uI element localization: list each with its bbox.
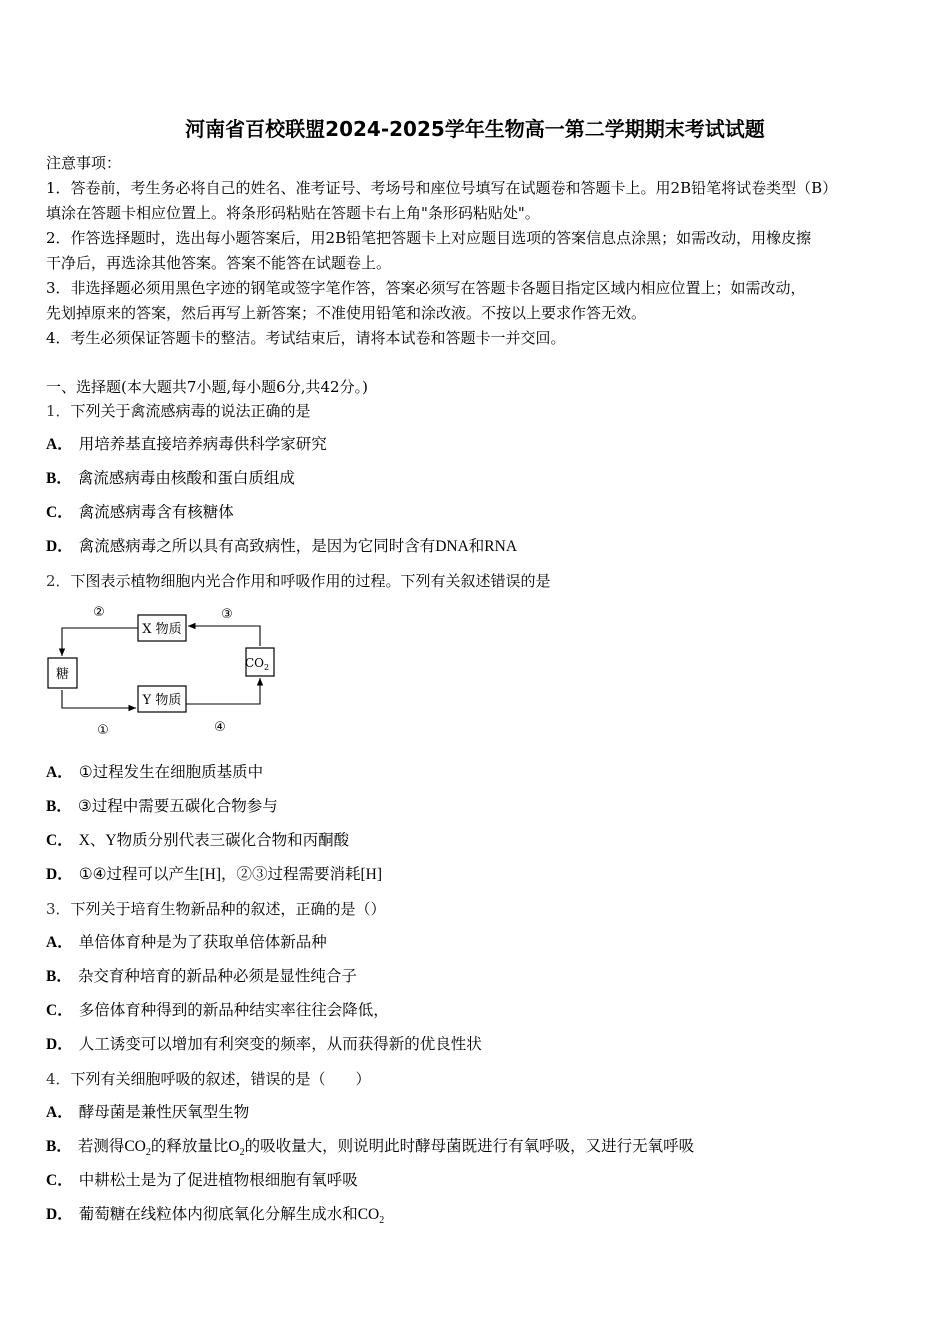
notice-line: 先划掉原来的答案，然后再写上新答案；不准使用铅笔和涂改液。不按以上要求作答无效。 [46,304,647,322]
option-text: 若测得$CO_2$的释放量比$O_2$的吸收量大，则说明此时酵母菌既进行有氧呼吸，又进行无氧呼吸 [77,1138,695,1159]
x-substance-label: X 物质 [142,622,182,637]
q1-option-c [46,503,234,523]
notice-line: 干净后，再选涂其他答案。答案不能答在试题卷上。 [46,254,392,272]
option-text: 禽流感病毒含有核糖体 [78,504,234,521]
option-letter: C． [46,832,73,849]
question-number: 2． [46,572,71,590]
question-1-stem [46,401,311,421]
option-letter: D． [46,1206,73,1223]
option-letter: C． [46,1002,73,1019]
option-text: ①④过程可以产生[H]，②③过程需要消耗[H] [78,866,383,883]
option-text: 禽流感病毒由核酸和蛋白质组成 [77,470,295,487]
option-text: 禽流感病毒之所以具有高致病性，是因为它同时含有DNA和RNA [78,538,518,555]
question-text: 下图表示植物细胞内光合作用和呼吸作用的过程。下列有关叙述错误的是 [70,572,551,590]
q1-option-a [46,435,327,455]
option-text: 人工诱变可以增加有利突变的频率，从而获得新的优良性状 [78,1036,482,1053]
question-text: 下列关于禽流感病毒的说法正确的是 [70,402,311,420]
q3-option-c [46,1001,389,1021]
process-label-1: ① [97,723,109,738]
notice-heading: 注意事项： [46,154,122,172]
option-text: 葡萄糖在线粒体内彻底氧化分解生成水和$CO_2$ [78,1206,385,1227]
option-text: 中耕松土是为了促进植物根细胞有氧呼吸 [78,1172,358,1189]
process-label-4: ④ [214,720,226,735]
question-text: 下列有关细胞呼吸的叙述，错误的是（ ） [70,1070,371,1088]
question-4-stem [46,1069,371,1089]
arrow-3 [188,626,260,646]
co2-label: $CO_2$ [244,656,270,672]
sugar-label: 糖 [55,667,70,682]
process-label-2: ② [93,605,105,620]
option-text: ③过程中需要五碳化合物参与 [77,798,278,815]
process-label-3: ③ [221,607,233,622]
option-letter: C． [46,504,73,521]
notice-line: 3．非选择题必须用黑色字迹的钢笔或签字笔作答，答案必须写在答题卡各题目指定区域内相应位置上；如需改动， [46,279,806,297]
y-substance-label: Y 物质 [142,693,182,708]
q4-option-c [46,1171,358,1191]
option-letter: D． [46,866,73,883]
option-letter: A． [46,1104,73,1121]
q3-option-d [46,1035,482,1055]
q2-option-a [46,763,263,783]
question-3-stem [46,899,386,919]
q3-option-a [46,933,327,953]
question-text: 下列关于培育生物新品种的叙述，正确的是（） [70,900,386,918]
option-text: ①过程发生在细胞质基质中 [78,764,264,781]
option-letter: A． [46,764,73,781]
question-number: 3． [46,900,71,918]
notice-line: 2．作答选择题时，选出每小题答案后，用2B铅笔把答题卡上对应题目选项的答案信息点涂黑；如需改动，用橡皮擦 [46,229,812,247]
arrow-4 [186,678,260,704]
notice-line: 4．考生必须保证答题卡的整洁。考试结束后，请将本试卷和答题卡一并交回。 [46,329,566,347]
option-letter: D． [46,1036,73,1053]
option-text: 杂交育种培育的新品种必须是显性纯合子 [77,968,357,985]
question-2-stem [46,571,551,591]
question-number: 1． [46,402,71,420]
option-text: 用培养基直接培养病毒供科学家研究 [78,436,327,453]
q2-option-d [46,865,382,885]
notice-line: 1．答卷前，考生务必将自己的姓名、准考证号、考场号和座位号填写在试题卷和答题卡上。用2B铅笔将试卷类型（B） [46,179,838,197]
option-letter: C． [46,1172,73,1189]
q4-option-a [46,1103,249,1123]
arrow-2 [62,628,138,656]
notice-line: 填涂在答题卡相应位置上。将条形码粘贴在答题卡右上角"条形码粘贴处"。 [46,204,540,222]
option-text: X、Y物质分别代表三碳化合物和丙酮酸 [78,832,350,849]
q1-option-b [46,469,295,489]
q4-option-b [46,1137,694,1163]
option-letter: B． [46,798,72,815]
option-letter: B． [46,470,72,487]
section-heading: 一、选择题(本大题共7小题,每小题6分,共42分。) [46,378,368,396]
option-letter: B． [46,968,72,985]
option-letter: A． [46,436,73,453]
option-letter: B． [46,1138,72,1155]
process-diagram [46,600,286,740]
arrow-1 [62,690,136,708]
q2-option-b [46,797,278,817]
question-number: 4． [46,1070,71,1088]
option-text: 酵母菌是兼性厌氧型生物 [78,1104,250,1121]
q2-option-c [46,831,349,851]
option-text: 单倍体育种是为了获取单倍体新品种 [78,934,327,951]
q4-option-d [46,1205,384,1231]
q3-option-b [46,967,357,987]
page-title: 河南省百校联盟2024-2025学年生物高一第二学期期末考试试题 [185,117,765,141]
option-letter: D． [46,538,73,555]
q1-option-d [46,537,517,557]
option-letter: A． [46,934,73,951]
option-text: 多倍体育种得到的新品种结实率往往会降低， [78,1002,389,1019]
